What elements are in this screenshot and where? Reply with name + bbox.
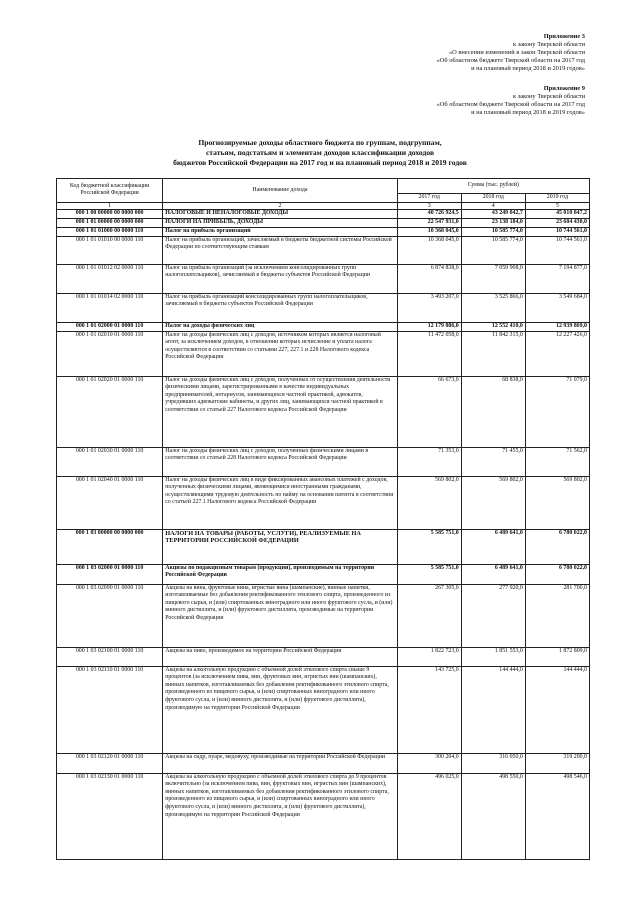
row-value-2018: 569 802,0 bbox=[461, 476, 525, 529]
title-line: Прогнозируемые доходы областного бюджета по группам, подгруппам, bbox=[198, 138, 442, 147]
row-code: 000 1 01 00000 00 0000 000 bbox=[57, 218, 163, 227]
row-name: Налог на доходы физических лиц bbox=[163, 322, 397, 331]
title-line: бюджетов Российской Федерации на 2017 год и на плановый период 2018 и 2019 годов bbox=[173, 158, 467, 167]
row-code: 000 1 01 01012 02 0000 110 bbox=[57, 264, 163, 293]
table-row bbox=[57, 209, 590, 218]
row-code: 000 1 03 02130 01 0000 110 bbox=[57, 773, 163, 859]
appendix-9-line: и на плановый период 2018 и 2019 годов» bbox=[471, 109, 585, 116]
row-value-2017: 40 726 924,5 bbox=[397, 209, 461, 218]
row-code: 000 1 01 02030 01 0000 110 bbox=[57, 447, 163, 476]
row-name: Акцизы на сидр, пуаре, медовуху, производимые на территории Российской Федерации bbox=[163, 753, 397, 773]
row-value-2019: 6 780 022,0 bbox=[525, 564, 589, 584]
header-code: Код бюджетной классификации Российской Федерации bbox=[57, 179, 163, 203]
row-value-2019: 71 562,0 bbox=[525, 447, 589, 476]
appendix-9-line: «Об областном бюджете Тверской области на 2017 год bbox=[436, 101, 585, 108]
row-name: НАЛОГИ НА ПРИБЫЛЬ, ДОХОДЫ bbox=[163, 218, 397, 227]
row-value-2019: 281 700,0 bbox=[525, 584, 589, 647]
table-row bbox=[57, 529, 590, 564]
row-value-2018: 1 851 553,0 bbox=[461, 647, 525, 666]
row-value-2019: 569 802,0 bbox=[525, 476, 589, 529]
row-value-2017: 5 585 751,0 bbox=[397, 564, 461, 584]
header-name: Наименование дохода bbox=[163, 179, 397, 203]
row-code: 000 1 03 00000 00 0000 000 bbox=[57, 529, 163, 564]
row-value-2018: 6 489 641,0 bbox=[461, 564, 525, 584]
appendix-3-line: и на плановый период 2018 и 2019 годов» bbox=[471, 65, 585, 72]
row-code: 000 1 01 02040 01 0000 110 bbox=[57, 476, 163, 529]
row-name: Налог на прибыль организаций консолидированных групп налогоплательщиков, зачисляемый в бюджеты субъектов Российской Федерации bbox=[163, 293, 397, 322]
row-value-2017: 569 802,0 bbox=[397, 476, 461, 529]
appendix-3-line: «Об областном бюджете Тверской области на 2017 год bbox=[436, 57, 585, 64]
row-value-2019: 12 939 869,0 bbox=[525, 322, 589, 331]
row-value-2018: 6 489 641,0 bbox=[461, 529, 525, 564]
row-value-2017: 10 368 045,0 bbox=[397, 227, 461, 236]
row-name: Налог на доходы физических лиц с доходов, полученных от осуществления деятельности физическими лицами, зарегистрированными в качестве индивидуальных предпринимателей, нотариусов, занимающихся частной практикой, адвокатов, учредивших адвокатские кабинеты, и других лиц, занимающихся частной практикой в соответствии со статьей 227 Налогового кодекса Российской Федерации bbox=[163, 376, 397, 447]
row-name: Налог на доходы физических лиц с доходов, полученных физическими лицами в соответствии со статьей 228 Налогового кодекса Российской Федерации bbox=[163, 447, 397, 476]
row-value-2017: 10 368 045,0 bbox=[397, 236, 461, 264]
row-name: Налог на прибыль организаций (за исключением консолидированных групп налогоплательщиков), зачисляемый в бюджеты субъектов Российской Федерации bbox=[163, 264, 397, 293]
row-value-2019: 10 744 561,0 bbox=[525, 227, 589, 236]
row-code: 000 1 01 01000 00 0000 110 bbox=[57, 227, 163, 236]
row-value-2018: 71 455,0 bbox=[461, 447, 525, 476]
row-name: Акцизы на пиво, производимое на территории Российской Федерации bbox=[163, 647, 397, 666]
row-name: Акцизы по подакцизным товарам (продукции), производимым на территории Российской Федерации bbox=[163, 564, 397, 584]
table-row bbox=[57, 322, 590, 331]
row-value-2019: 6 780 022,0 bbox=[525, 529, 589, 564]
row-value-2019: 3 549 684,0 bbox=[525, 293, 589, 322]
row-value-2018: 43 249 042,7 bbox=[461, 209, 525, 218]
row-code: 000 1 03 02090 01 0000 110 bbox=[57, 584, 163, 647]
row-value-2019: 10 744 561,0 bbox=[525, 236, 589, 264]
row-value-2017: 496 025,0 bbox=[397, 773, 461, 859]
row-value-2017: 6 874 838,0 bbox=[397, 264, 461, 293]
row-value-2017: 22 547 931,0 bbox=[397, 218, 461, 227]
row-value-2017: 12 179 886,0 bbox=[397, 322, 461, 331]
row-value-2019: 144 444,0 bbox=[525, 666, 589, 753]
row-value-2019: 23 684 430,0 bbox=[525, 218, 589, 227]
header-year-2019: 2019 год bbox=[525, 194, 589, 203]
row-name: Налог на прибыль организаций, зачисляемый в бюджеты бюджетной системы Российской Федерации по соответствующим ставкам bbox=[163, 236, 397, 264]
row-name: НАЛОГОВЫЕ И НЕНАЛОГОВЫЕ ДОХОДЫ bbox=[163, 209, 397, 218]
row-value-2018: 12 552 410,0 bbox=[461, 322, 525, 331]
row-code: 000 1 01 01014 02 0000 110 bbox=[57, 293, 163, 322]
row-value-2018: 316 050,0 bbox=[461, 753, 525, 773]
header-year-2017: 2017 год bbox=[397, 194, 461, 203]
row-value-2018: 7 059 908,0 bbox=[461, 264, 525, 293]
document-title bbox=[120, 138, 520, 168]
table-row bbox=[57, 293, 590, 322]
row-name: НАЛОГИ НА ТОВАРЫ (РАБОТЫ, УСЛУГИ), РЕАЛИЗУЕМЫЕ НА ТЕРРИТОРИИ РОССИЙСКОЙ ФЕДЕРАЦИИ bbox=[163, 529, 397, 564]
row-value-2019: 12 227 426,0 bbox=[525, 331, 589, 376]
row-value-2018: 11 842 315,0 bbox=[461, 331, 525, 376]
row-value-2018: 23 138 184,0 bbox=[461, 218, 525, 227]
appendix-3-heading bbox=[437, 33, 585, 73]
appendix-3-title: Приложение 3 bbox=[543, 33, 585, 40]
row-value-2019: 71 079,0 bbox=[525, 376, 589, 447]
row-name: Налог на доходы физических лиц с доходов, источником которых является налоговый агент, за исключением доходов, в отношении которых исчисление и уплата налога осуществляются в соответствии со статьями 227, 227.1 и 228 Налогового кодекса Российской Федерации bbox=[163, 331, 397, 376]
row-code: 000 1 01 02010 01 0000 110 bbox=[57, 331, 163, 376]
table-row bbox=[57, 666, 590, 753]
row-value-2019: 1 872 809,0 bbox=[525, 647, 589, 666]
table-row bbox=[57, 331, 590, 376]
column-index-row bbox=[57, 202, 590, 209]
column-index: 1 bbox=[57, 202, 163, 209]
appendix-9-line: к закону Тверской области bbox=[512, 93, 585, 100]
table-row bbox=[57, 218, 590, 227]
row-value-2017: 66 673,0 bbox=[397, 376, 461, 447]
row-value-2018: 144 444,0 bbox=[461, 666, 525, 753]
row-value-2019: 7 194 877,0 bbox=[525, 264, 589, 293]
row-code: 000 1 01 01010 00 0000 110 bbox=[57, 236, 163, 264]
table-row bbox=[57, 227, 590, 236]
appendix-3-line: «О внесении изменений в закон Тверской области bbox=[448, 49, 585, 56]
row-value-2019: 498 546,0 bbox=[525, 773, 589, 859]
row-value-2017: 71 353,0 bbox=[397, 447, 461, 476]
row-code: 000 1 01 02000 01 0000 110 bbox=[57, 322, 163, 331]
row-code: 000 1 03 02000 01 0000 110 bbox=[57, 564, 163, 584]
row-value-2018: 10 585 774,0 bbox=[461, 236, 525, 264]
table-body bbox=[57, 202, 590, 859]
row-value-2018: 10 585 774,0 bbox=[461, 227, 525, 236]
row-value-2017: 300 204,0 bbox=[397, 753, 461, 773]
row-value-2017: 11 472 058,0 bbox=[397, 331, 461, 376]
row-value-2017: 143 725,0 bbox=[397, 666, 461, 753]
row-name: Налог на прибыль организаций bbox=[163, 227, 397, 236]
appendix-3-line: к закону Тверской области bbox=[512, 41, 585, 48]
column-index: 5 bbox=[525, 202, 589, 209]
table-row bbox=[57, 447, 590, 476]
row-value-2018: 277 920,0 bbox=[461, 584, 525, 647]
row-name: Налог на доходы физических лиц в виде фиксированных авансовых платежей с доходов, полученных физическими лицами, являющимися иностранными гражданами, осуществляющими трудовую деятельность по найму на основании патента в соответствии со статьей 227.1 Налогового кодекса Российской Федерации bbox=[163, 476, 397, 529]
table-row bbox=[57, 564, 590, 584]
row-code: 000 1 03 02110 01 0000 110 bbox=[57, 666, 163, 753]
table-row bbox=[57, 647, 590, 666]
row-value-2017: 3 493 207,0 bbox=[397, 293, 461, 322]
table-row bbox=[57, 753, 590, 773]
column-index: 2 bbox=[163, 202, 397, 209]
row-value-2018: 68 838,0 bbox=[461, 376, 525, 447]
table-row bbox=[57, 376, 590, 447]
row-code: 000 1 03 02100 01 0000 110 bbox=[57, 647, 163, 666]
header-year-2018: 2018 год bbox=[461, 194, 525, 203]
row-value-2017: 267 305,0 bbox=[397, 584, 461, 647]
table-row bbox=[57, 584, 590, 647]
row-value-2018: 498 550,0 bbox=[461, 773, 525, 859]
row-name: Акцизы на алкогольную продукцию с объемной долей этилового спирта свыше 9 процентов (за исключением пива, вин, фруктовых вин, игристых вин (шампанских), винных напитков, изготавливаемых без добавления ректификованного этилового спирта, произведенного из пищевого сырья, и (или) спиртованных виноградного или иного фруктового сусла, и (или) винного дистиллята, и (или) фруктового дистиллята), производимую на территории Российской Федерации bbox=[163, 666, 397, 753]
row-name: Акцизы на вина, фруктовые вина, игристые вина (шампанские), винные напитки, изготавливаемые без добавления ректификованного этилового спирта, произведенного из пищевого сырья, и (или) спиртованных виноградного или иного фруктового сусла, и (или) винного дистиллята, и (или) фруктового дистиллята, производимые на территории Российской Федерации bbox=[163, 584, 397, 647]
row-value-2019: 319 200,0 bbox=[525, 753, 589, 773]
header-sum: Сумма (тыс. рублей) bbox=[397, 179, 589, 194]
appendix-9-heading bbox=[437, 85, 585, 117]
table-row bbox=[57, 264, 590, 293]
table-row bbox=[57, 236, 590, 264]
column-index: 3 bbox=[397, 202, 461, 209]
table-row bbox=[57, 773, 590, 859]
title-line: статьям, подстатьям и элементам доходов классификации доходов bbox=[205, 148, 435, 157]
row-value-2019: 45 010 847,2 bbox=[525, 209, 589, 218]
revenue-table bbox=[56, 178, 590, 860]
row-code: 000 1 01 02020 01 0000 110 bbox=[57, 376, 163, 447]
table-row bbox=[57, 476, 590, 529]
row-name: Акцизы на алкогольную продукцию с объемной долей этилового спирта до 9 процентов включительно (за исключением пива, вин, фруктовых вин, игристых вин (шампанских), винных напитков, изготавливаемых без добавления ректификованного этилового спирта, произведенного из пищевого сырья, и (или) спиртованных виноградного или иного фруктового сусла, и (или) винного дистиллята, и (или) фруктового дистиллята), производимую на территории Российской Федерации bbox=[163, 773, 397, 859]
row-value-2017: 1 822 723,0 bbox=[397, 647, 461, 666]
appendix-9-title: Приложение 9 bbox=[543, 85, 585, 92]
row-code: 000 1 00 00000 00 0000 000 bbox=[57, 209, 163, 218]
column-index: 4 bbox=[461, 202, 525, 209]
row-value-2018: 3 525 866,0 bbox=[461, 293, 525, 322]
row-value-2017: 5 585 751,0 bbox=[397, 529, 461, 564]
row-code: 000 1 03 02120 01 0000 110 bbox=[57, 753, 163, 773]
